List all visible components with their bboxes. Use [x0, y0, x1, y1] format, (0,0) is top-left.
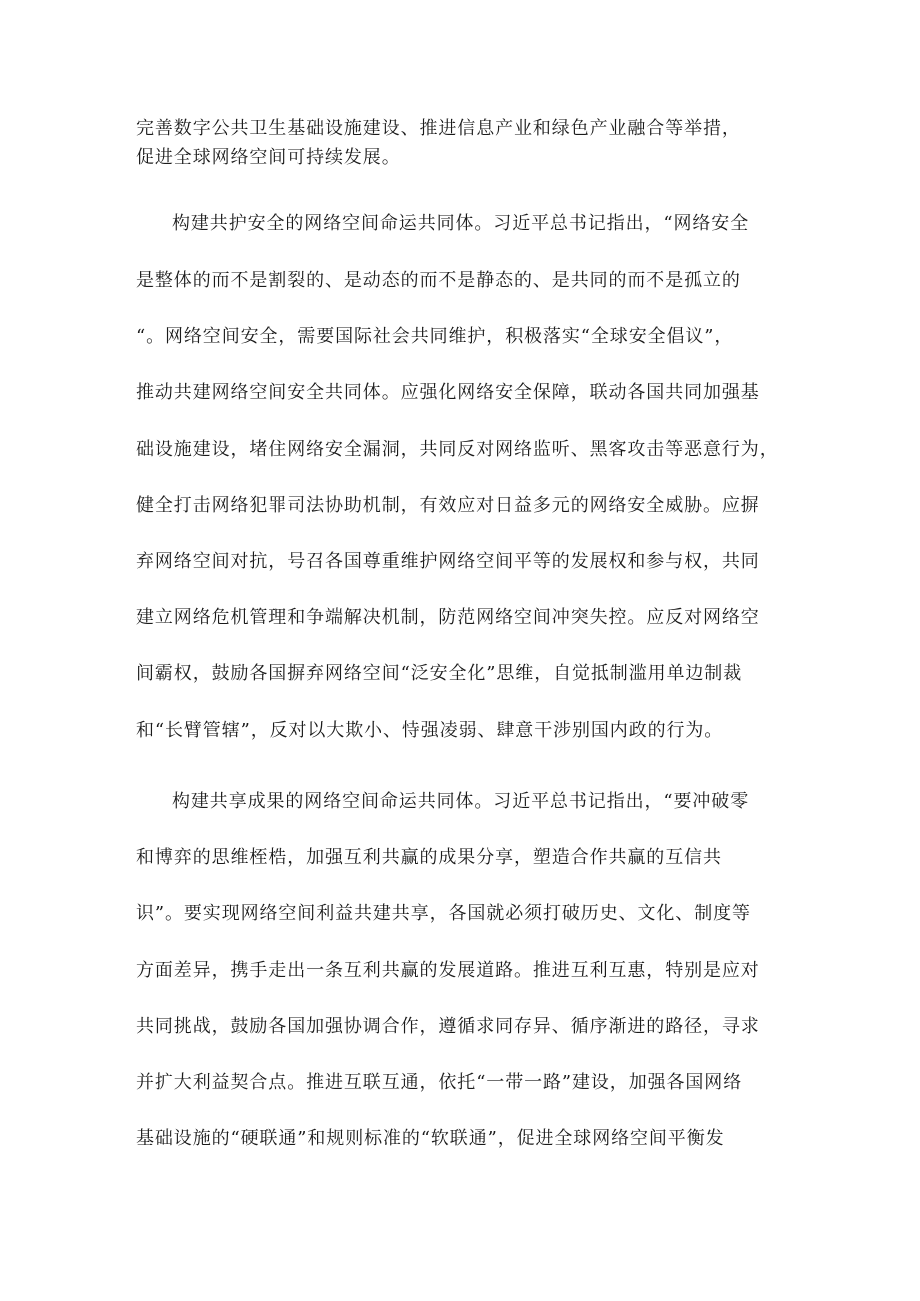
text-line: 间霸权，鼓励各国摒弃网络空间“泛安全化”思维，自觉抵制滥用单边制裁: [136, 663, 743, 684]
text-line: 和博弈的思维桎梏，加强互利共赢的成果分享，塑造合作共赢的互信共: [136, 847, 722, 868]
text-line: 建立网络危机管理和争端解决机制，防范网络空间冲突失控。应反对网络空: [136, 607, 760, 628]
text-line: 促进全球网络空间可持续发展。: [136, 147, 401, 168]
text-line: 弃网络空间对抗，号召各国尊重维护网络空间平等的发展权和参与权，共同: [136, 551, 760, 572]
text-line: 方面差异，携手走出一条互利共赢的发展道路。推进互利互惠，特别是应对: [136, 960, 760, 981]
paragraph-first-line: 构建共享成果的网络空间命运共同体。习近平总书记指出，“要冲破零: [172, 791, 750, 812]
text-line: 并扩大利益契合点。推进互联互通，依托“一带一路”建设，加强各国网络: [136, 1072, 743, 1093]
text-line: 共同挑战，鼓励各国加强协调合作，遵循求同存异、循序渐进的路径，寻求: [136, 1016, 760, 1037]
text-line: 基础设施的“硬联通”和规则标准的“软联通”，促进全球网络空间平衡发: [136, 1128, 725, 1149]
text-line: 和“长臂管辖”，反对以大欺小、恃强凌弱、肆意干涉别国内政的行为。: [136, 720, 724, 741]
text-line: 识”。要实现网络空间利益共建共享，各国就必须打破历史、文化、制度等: [136, 903, 751, 924]
text-line: 础设施建设，堵住网络安全漏洞，共同反对网络监听、黑客攻击等恶意行为，: [136, 439, 779, 460]
text-line: 健全打击网络犯罪司法协助机制，有效应对日益多元的网络安全威胁。应摒: [136, 495, 760, 516]
text-line: 是整体的而不是割裂的、是动态的而不是静态的、是共同的而不是孤立的: [136, 270, 741, 291]
text-line: “。网络空间安全，需要国际社会共同维护，积极落实“全球安全倡议”，: [136, 326, 734, 347]
text-line: 完善数字公共卫生基础设施建设、推进信息产业和绿色产业融合等举措，: [136, 118, 741, 139]
paragraph-first-line: 构建共护安全的网络空间命运共同体。习近平总书记指出，“网络安全: [172, 213, 750, 234]
text-line: 推动共建网络空间安全共同体。应强化网络安全保障，联动各国共同加强基: [136, 382, 760, 403]
